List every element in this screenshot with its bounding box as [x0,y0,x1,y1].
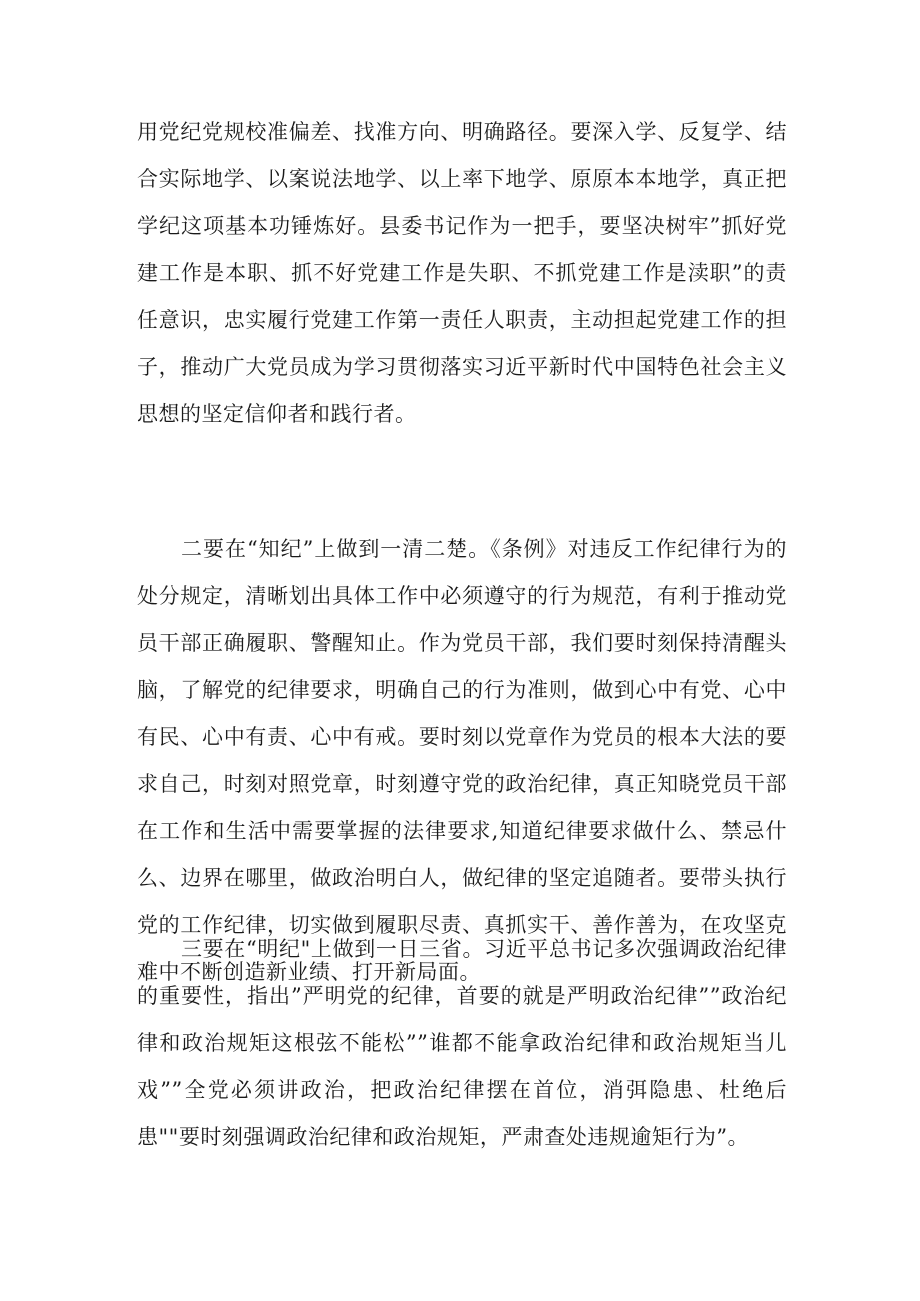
paragraph-zhiji: 二要在“知纪”上做到一清二楚。《条例》对违反工作纪律行为的处分规定，清晰划出具体工作中必须遵守的行为规范，有利于推动党员干部正确履职、警醒知止。作为党员干部，我们要时刻保持清醒头脑，了解党的纪律要求，明确自己的行为准则，做到心中有党、心中有民、心中有责、心中有戒。要时刻以党章作为党员的根本大法的要求自己，时刻对照党章，时刻遵守党的政治纪律，真正知晓党员干部在工作和生活中需要掌握的法律要求,知道纪律要求做什么、禁忌什么、边界在哪里，做政治明白人，做纪律的坚定追随者。要带头执行党的工作纪律，切实做到履职尽责、真抓实干、善作善为，在攻坚克难中不断创造新业绩、打开新局面。 [137,537,787,984]
paragraph-continuation: 用党纪党规校准偏差、找准方向、明确路径。要深入学、反复学、结合实际地学、以案说法地学、以上率下地学、原原本本地学，真正把学纪这项基本功锤炼好。县委书记作为一把手，要坚决树牢”抓好党建工作是本职、抓不好党建工作是失职、不抓党建工作是渎职”的责任意识，忠实履行党建工作第一责任人职责，主动担起党建工作的担子，推动广大党员成为学习贯彻落实习近平新时代中国特色社会主义思想的坚定信仰者和践行者。 [137,120,787,426]
paragraph-mingji: 三要在“明纪"上做到一日三省。习近平总书记多次强调政治纪律的重要性，指出”严明党的纪律，首要的就是严明政治纪律””政治纪律和政治规矩这根弦不能松””谁都不能拿政治纪律和政治规矩当儿戏””全党必须讲政治，把政治纪律摆在首位，消弭隐患、杜绝后患""要时刻强调政治纪律和政治规矩，严肃查处违规逾矩行为”。 [137,937,787,1149]
